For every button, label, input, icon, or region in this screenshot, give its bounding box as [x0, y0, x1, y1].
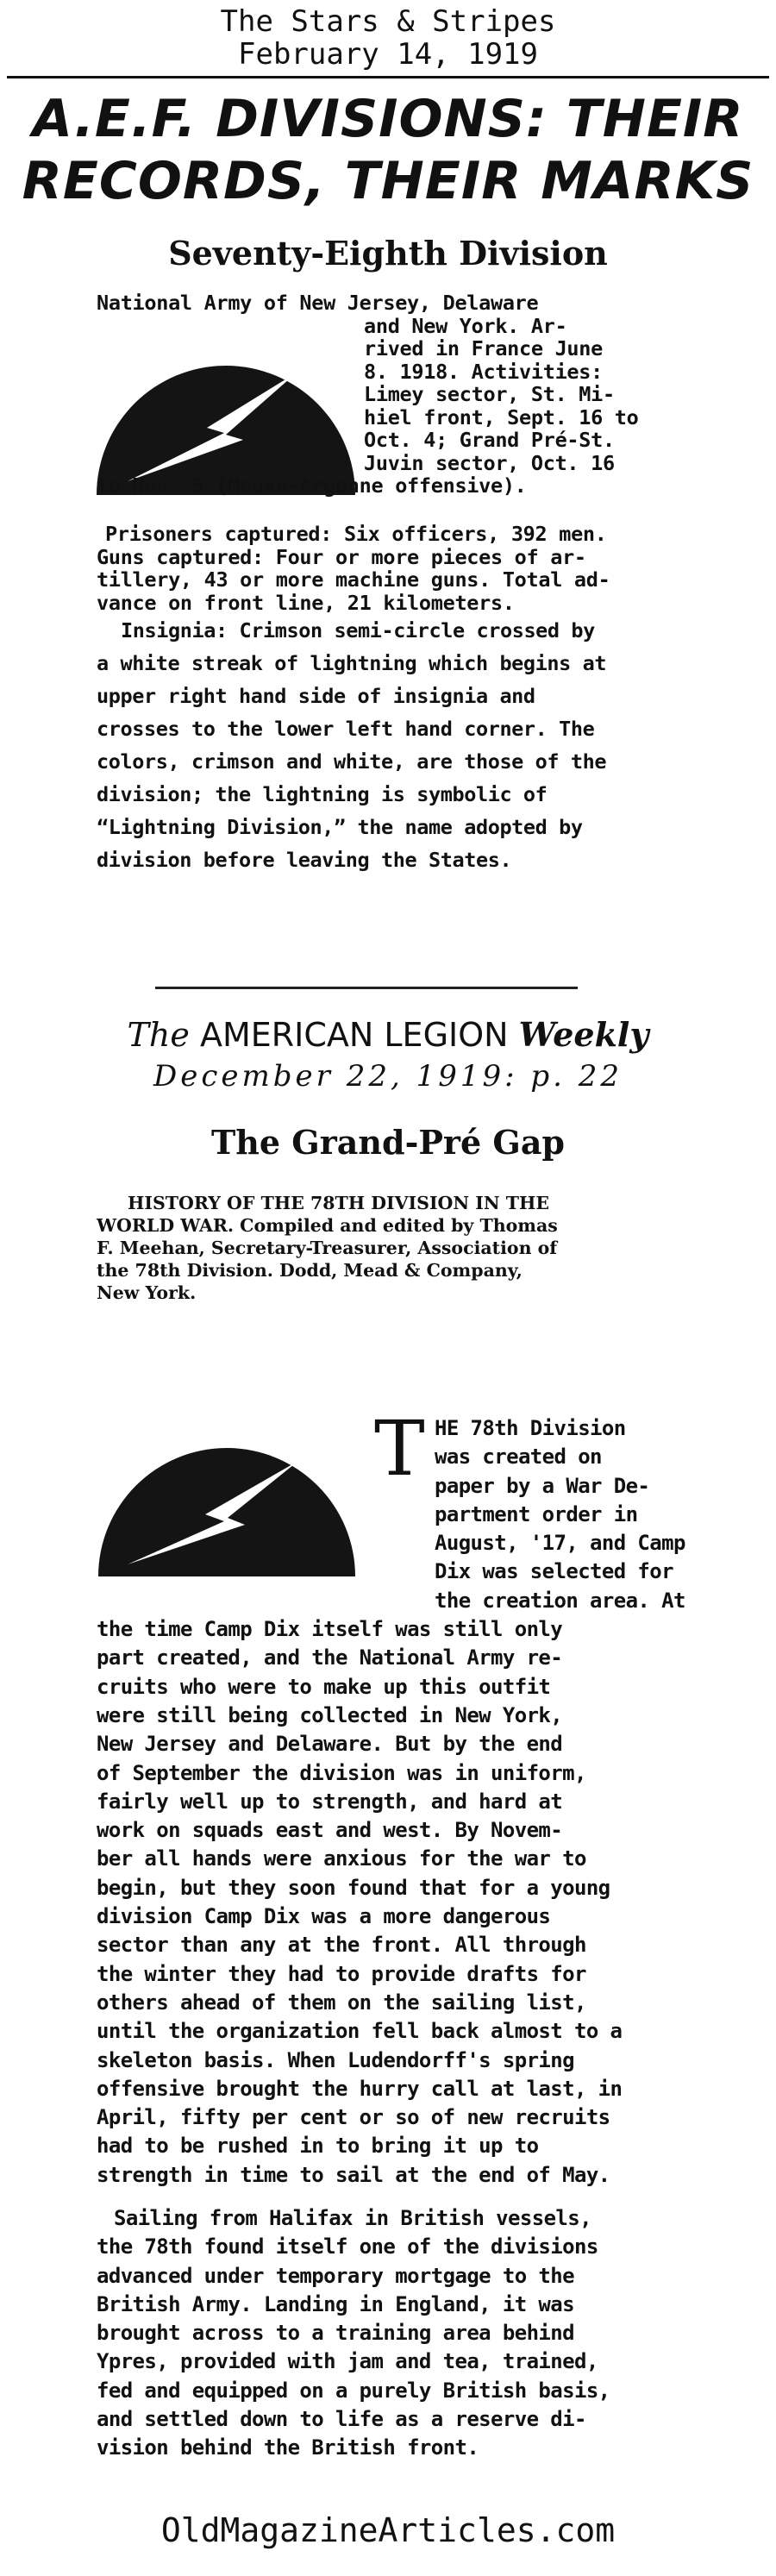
text-line: work on squads east and west. By Novem- — [97, 1818, 563, 1843]
text-line: upper right hand side of insignia and — [97, 684, 535, 708]
text-line: vance on front line, 21 kilometers. — [97, 590, 515, 615]
text-line: offensive brought the hurry call at last, in — [97, 2076, 623, 2101]
text-line: skeleton basis. When Ludendorff's spring — [97, 2047, 574, 2072]
text-line: the 78th Division. Dodd, Mead & Company, — [97, 1260, 523, 1281]
text-line: Dix was selected for — [435, 1559, 673, 1584]
text-line: were still being collected in New York, — [97, 1702, 563, 1727]
text-line: advanced under temporary mortgage to the — [97, 2263, 574, 2288]
text-line: ber all hands were anxious for the war to — [97, 1846, 586, 1871]
text-line: HISTORY OF THE 78TH DIVISION IN THE — [128, 1193, 549, 1213]
main-headline — [0, 88, 776, 212]
text-line: division Camp Dix was a more dangerous — [97, 1904, 551, 1929]
text-line: hiel front, Sept. 16 to — [364, 404, 639, 429]
text-line: others ahead of them on the sailing list, — [97, 1990, 586, 2015]
text-line: WORLD WAR. Compiled and edited by Thomas — [97, 1215, 558, 1236]
footer-site: OldMagazineArticles.com — [160, 2511, 616, 2549]
legion-masthead — [0, 1016, 776, 1054]
text-line: a white streak of lightning which begins at — [97, 651, 607, 675]
section-divider — [155, 987, 578, 989]
text-line: and settled down to life as a reserve di- — [97, 2407, 586, 2432]
text-line: division before leaving the States. — [97, 848, 512, 872]
text-line: colors, crimson and white, are those of the — [97, 749, 607, 774]
text-line: New York. — [97, 1282, 197, 1303]
legion-prefix: The — [127, 1016, 190, 1054]
article1-title: Seventy-Eighth Division — [168, 234, 608, 273]
text-line: until the organization fell back almost to a — [97, 2019, 623, 2044]
headline-line-2: RECORDS, THEIR MARKS — [22, 151, 754, 211]
text-line: had to be rushed in to bring it up to — [97, 2134, 539, 2159]
article1-stats — [97, 523, 769, 614]
text-line: sector than any at the front. All through — [97, 1933, 586, 1958]
text-line: begin, but they soon found that for a young — [97, 1875, 610, 1900]
masthead-rule — [7, 76, 769, 78]
article2-para1 — [97, 1404, 769, 2190]
text-line: New Jersey and Delaware. But by the end — [97, 1732, 563, 1757]
text-line: the time Camp Dix itself was still only — [97, 1617, 563, 1642]
article1-intro — [97, 291, 769, 498]
article2-citation — [97, 1192, 769, 1304]
text-line: 8. 1918. Activities: — [364, 359, 603, 384]
text-line: HE 78th Division — [435, 1416, 626, 1440]
text-line: the 78th found itself one of the divisions — [97, 2234, 598, 2259]
masthead — [0, 5, 776, 71]
headline-line-1: A.E.F. DIVISIONS: THEIR — [32, 89, 744, 149]
text-line: fairly well up to strength, and hard at — [97, 1789, 563, 1814]
text-line: F. Meehan, Secretary-Treasurer, Association of — [97, 1238, 558, 1258]
dropcap: T — [374, 1404, 425, 1493]
text-line: and New York. Ar- — [364, 313, 567, 338]
text-line: National Army of New Jersey, Delaware — [97, 291, 539, 315]
publication-name: The Stars & Stripes — [220, 4, 556, 39]
text-line: April, fifty per cent or so of new recruits — [97, 2105, 610, 2130]
text-line: the creation area. At — [435, 1588, 685, 1613]
text-line: the winter they had to provide drafts for — [97, 1961, 586, 1986]
text-line: of September the division was in uniform, — [97, 1760, 586, 1785]
text-line: brought across to a training area behind — [97, 2321, 574, 2346]
text-line: Insignia: Crimson semi-circle crossed by — [121, 618, 595, 642]
text-line: paper by a War De- — [435, 1473, 650, 1498]
text-line: tillery, 43 or more machine guns. Total ad- — [97, 567, 610, 592]
article2-para2 — [97, 2204, 769, 2463]
text-line: Juvin sector, Oct. 16 — [364, 450, 615, 475]
text-line: Prisoners captured: Six officers, 392 men. — [105, 522, 607, 546]
text-line: to Nov. 5 (Meuse-Argonne offensive). — [97, 473, 527, 498]
text-line: cruits who were to make up this outfit — [97, 1674, 551, 1699]
text-line: Ypres, provided with jam and tea, trained, — [97, 2349, 598, 2374]
text-line: August, '17, and Camp — [435, 1531, 685, 1556]
text-line: Sailing from Halifax in British vessels, — [114, 2206, 591, 2230]
legion-suffix: Weekly — [518, 1015, 649, 1054]
text-line: division; the lightning is symbolic of — [97, 782, 548, 806]
text-line: strength in time to sail at the end of May. — [97, 2162, 610, 2187]
text-line: “Lightning Division,” the name adopted by — [97, 815, 583, 839]
article2-title: The Grand-Pré Gap — [210, 1123, 566, 1162]
text-line: Limey sector, St. Mi- — [364, 382, 615, 406]
article1-insignia-text — [97, 614, 769, 876]
text-line: Guns captured: Four or more pieces of ar- — [97, 544, 586, 569]
text-line: Oct. 4; Grand Pré-St. — [364, 428, 615, 452]
text-line: British Army. Landing in England, it was — [97, 2291, 574, 2316]
text-line: rived in France June — [364, 336, 603, 360]
text-line: crosses to the lower left hand corner. The — [97, 717, 595, 741]
text-line: part created, and the National Army re- — [97, 1645, 563, 1670]
text-line: fed and equipped on a purely British basis, — [97, 2378, 610, 2403]
text-line: partment order in — [435, 1501, 638, 1526]
legion-name: AMERICAN LEGION — [199, 1016, 509, 1054]
text-line: vision behind the British front. — [97, 2435, 479, 2460]
text-line: was created on — [435, 1445, 602, 1470]
publication-date: February 14, 1919 — [238, 37, 538, 72]
legion-date: December 22, 1919: p. 22 — [153, 1059, 623, 1094]
